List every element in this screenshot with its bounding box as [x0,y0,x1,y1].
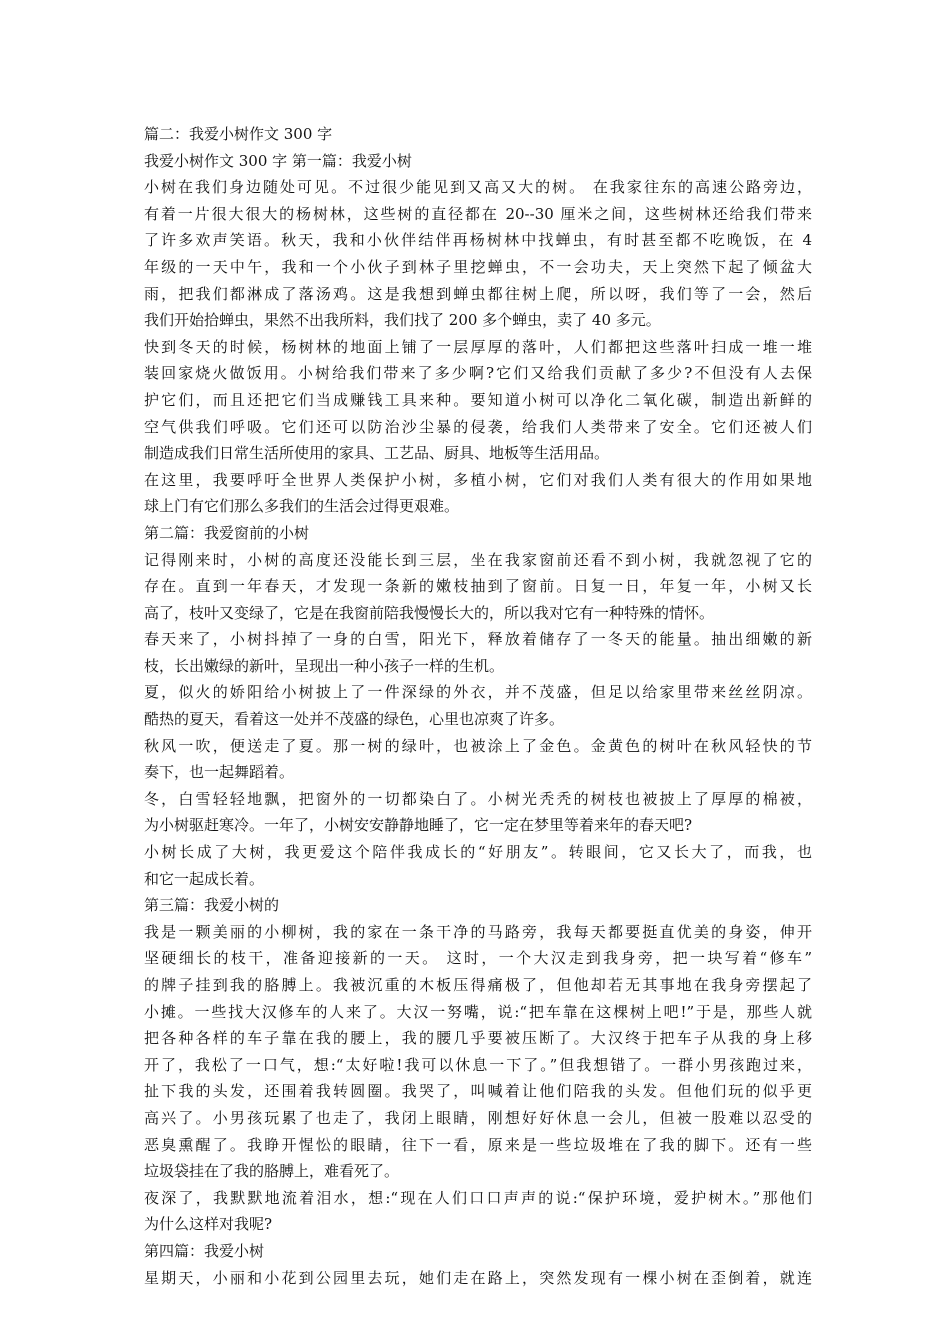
text-line: 和它一起成长着。 [144,869,265,888]
text-line: 小树长成了大树，我更爱这个陪伴我成长的“好朋友”。转眼间，它又长大了，而我，也 [144,843,812,862]
text-line: 小摊。一些找大汉修车的人来了。大汉一努嘴，说:“把车靠在这棵树上吧!”于是，那些人就 [144,1002,812,1021]
text-line: 高了，枝叶又变绿了，它是在我窗前陪我慢慢长大的，所以我对它有一种特殊的情怀。 [144,603,715,622]
text-line: 我们开始拾蝉虫，果然不出我所料，我们找了 200 多个蝉虫，卖了 40 多元。 [144,311,661,330]
text-line: 有着一片很大很大的杨树林，这些树的直径都在 20--30 厘米之间，这些树林还给我们带来 [144,204,812,223]
text-line: 第二篇：我爱窗前的小树 [144,523,310,542]
text-line: 冬，白雪轻轻地飘，把窗外的一切都染白了。小树光秃秃的树枝也被披上了厚厚的棉被， [144,789,812,808]
text-line: 春天来了，小树抖掉了一身的白雪，阳光下，释放着储存了一冬天的能量。抽出细嫩的新 [144,630,812,649]
text-line: 为小树驱赶寒冷。一年了，小树安安静静地睡了，它一定在梦里等着来年的春天吧? [144,816,693,835]
text-line: 酷热的夏天，看着这一处并不茂盛的绿色，心里也凉爽了许多。 [144,710,565,729]
text-line: 把各种各样的车子靠在我的腰上，我的腰几乎要被压断了。大汉终于把车子从我的身上移 [144,1029,812,1048]
text-line: 空气供我们呼吸。它们还可以防治沙尘暴的侵袭，给我们人类带来了安全。它们还被人们 [144,417,812,436]
text-line: 我是一颗美丽的小柳树，我的家在一条干净的马路旁，我每天都要挺直优美的身姿，伸开 [144,922,812,941]
text-line: 雨，把我们都淋成了落汤鸡。这是我想到蝉虫都往树上爬，所以呀，我们等了一会，然后 [144,284,812,303]
text-line: 年级的一天中午，我和一个小伙子到林子里挖蝉虫，不一会功夫，天上突然下起了倾盆大 [144,257,812,276]
text-line: 记得刚来时，小树的高度还没能长到三层，坐在我家窗前还看不到小树，我就忽视了它的 [144,550,812,569]
text-line: 开了，我松了一口气，想:“太好啦!我可以休息一下了。”但我想错了。一群小男孩跑过来， [144,1055,812,1074]
text-line: 秋风一吹，便送走了夏。那一树的绿叶，也被涂上了金色。金黄色的树叶在秋风轻快的节 [144,736,812,755]
text-line: 快到冬天的时候，杨树林的地面上铺了一层厚厚的落叶，人们都把这些落叶扫成一堆一堆 [144,337,812,356]
text-line: 第三篇：我爱小树的 [144,896,280,915]
text-line: 高兴了。小男孩玩累了也走了，我闭上眼睛，刚想好好休息一会儿，但被一股难以忍受的 [144,1108,812,1127]
text-line: 垃圾袋挂在了我的胳膊上，难看死了。 [144,1162,400,1181]
text-line: 小树在我们身边随处可见。不过很少能见到又高又大的树。 在我家往东的高速公路旁边， [144,178,812,197]
text-line: 为什么这样对我呢? [144,1215,273,1234]
text-line: 护它们，而且还把它们当成赚钱工具来种。要知道小树可以净化二氧化碳，制造出新鲜的 [144,390,812,409]
text-line: 星期天，小丽和小花到公园里去玩，她们走在路上，突然发现有一棵小树在歪倒着，就连 [144,1268,812,1287]
text-line: 篇二：我爱小树作文 300 字 [144,125,333,143]
text-line: 我爱小树作文 300 字 第一篇：我爱小树 [144,151,412,170]
text-line: 在这里，我要呼吁全世界人类保护小树，多植小树，它们对我们人类有很大的作用如果地 [144,470,812,489]
text-line: 第四篇：我爱小树 [144,1241,265,1260]
text-line: 奏下，也一起舞蹈着。 [144,763,295,782]
text-line: 坚硬细长的枝干，准备迎接新的一天。 这时，一个大汉走到我身旁，把一块写着“修车” [144,949,812,968]
text-line: 夜深了，我默默地流着泪水，想:“现在人们口口声声的说:“保护环境，爱护树木。”那他们 [144,1188,812,1207]
text-line: 恶臭熏醒了。我睁开惺忪的眼睛，往下一看，原来是一些垃圾堆在了我的脚下。还有一些 [144,1135,812,1154]
text-line: 装回家烧火做饭用。小树给我们带来了多少啊?它们又给我们贡献了多少?不但没有人去保 [144,364,812,383]
text-line: 制造成我们日常生活所使用的家具、工艺品、厨具、地板等生活用品。 [144,444,610,463]
text-line: 枝，长出嫩绿的新叶，呈现出一种小孩子一样的生机。 [144,656,505,675]
text-line: 存在。直到一年春天，才发现一条新的嫩枝抽到了窗前。日复一日，年复一年，小树又长 [144,577,812,596]
text-line: 的牌子挂到我的胳膊上。我被沉重的木板压得痛极了，但他却若无其事地在我身旁摆起了 [144,976,812,994]
document-body [144,121,812,1291]
text-line: 球上门有它们那么多我们的生活会过得更艰难。 [144,497,460,516]
text-line: 扯下我的头发，还围着我转圆圈。我哭了，叫喊着让他们陪我的头发。但他们玩的似乎更 [144,1082,812,1101]
text-line: 了许多欢声笑语。秋天，我和小伙伴结伴再杨树林中找蝉虫，有时甚至都不吃晚饭，在 4 [144,231,812,250]
text-line: 夏，似火的娇阳给小树披上了一件深绿的外衣，并不茂盛，但足以给家里带来丝丝阴凉。 [144,683,812,702]
